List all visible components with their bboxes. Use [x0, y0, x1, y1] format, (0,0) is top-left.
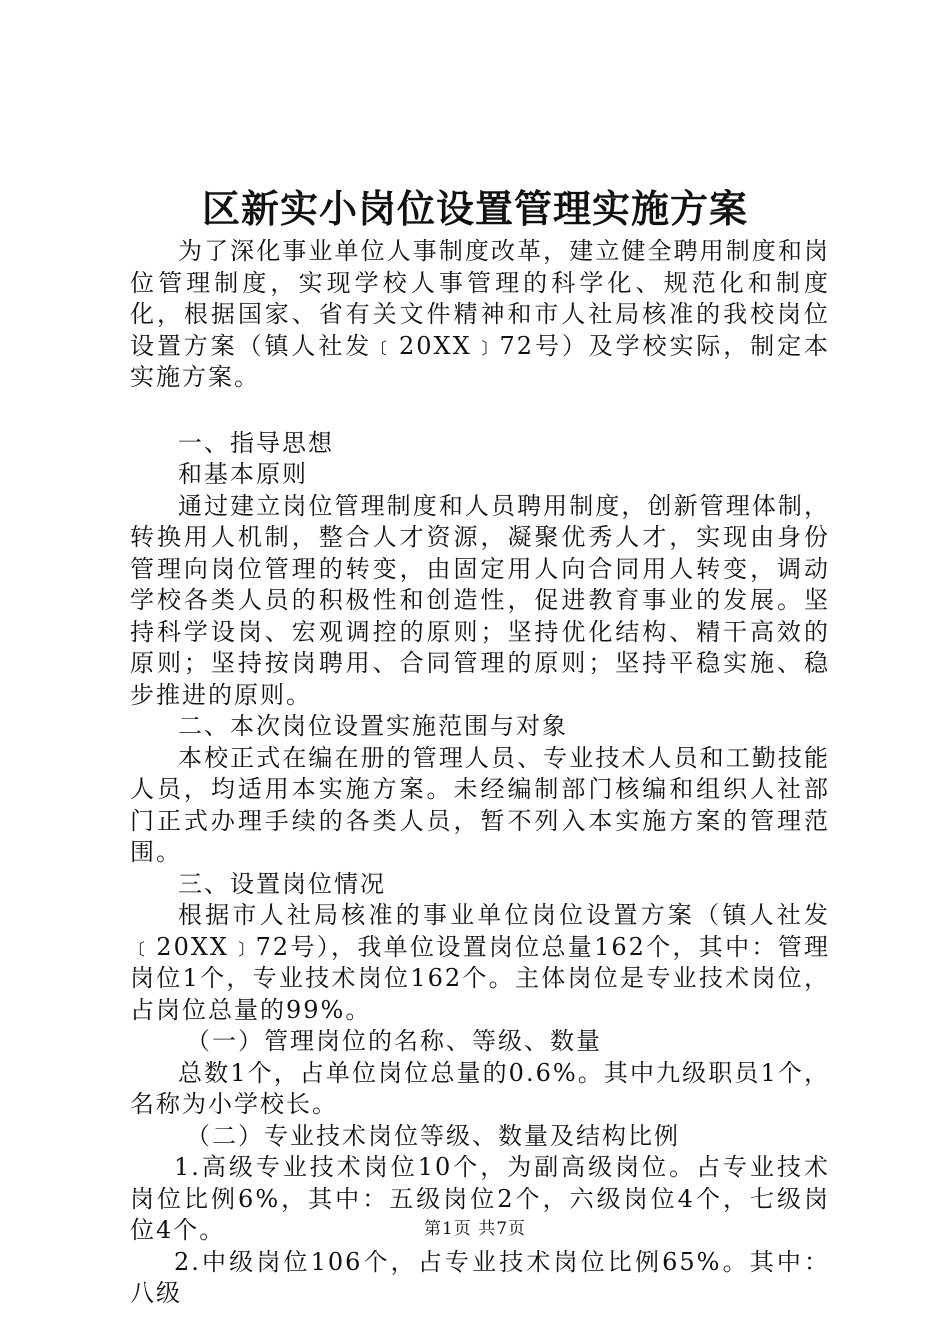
section-heading-2: 二、本次岗位设置实施范围与对象 [178, 712, 568, 740]
subsection-heading-1: （一）管理岗位的名称、等级、数量 [186, 1027, 602, 1055]
paragraph-gap [130, 394, 830, 428]
positions-paragraph: 根据市人社局核准的事业单位岗位设置方案（镇人社发﹝20XX﹞72号），我单位设置岗位总量162个，其中：管理岗位1个，专业技术岗位162个。主体岗位是专业技术岗位，占岗位总量的99%。 [130, 901, 830, 1024]
intro-paragraph: 为了深化事业单位人事制度改革，建立健全聘用制度和岗位管理制度，实现学校人事管理的科学化、规范化和制度化，根据国家、省有关文件精神和市人社局核准的我校岗位设置方案（镇人社发﹝20XX﹞72号）及学校实际，制定本实施方案。 [130, 237, 830, 391]
section-heading-1-continued: 和基本原则 [178, 460, 308, 488]
management-paragraph: 总数1个，占单位岗位总量的0.6%。其中九级职员1个，名称为小学校长。 [130, 1058, 830, 1118]
subsection-heading-2: （二）专业技术岗位等级、数量及结构比例 [186, 1121, 680, 1150]
section-heading-3: 三、设置岗位情况 [178, 869, 386, 898]
senior-positions-paragraph: 1.高级专业技术岗位10个，为副高级岗位。占专业技术岗位比例6%，其中：五级岗位2个，六级岗位4个，七级岗位4个。 [130, 1153, 830, 1244]
document-title: 区新实小岗位设置管理实施方案 [201, 186, 748, 231]
page-number-footer: 第1页 共7页 [423, 1219, 527, 1239]
document-body [130, 236, 830, 1310]
principles-paragraph: 通过建立岗位管理制度和人员聘用制度，创新管理体制，转换用人机制，整合人才资源，凝聚优秀人才，实现由身份管理向岗位管理的转变，由固定用人向合同用人转变，调动学校各类人员的积极性和创造性，促进教育事业的发展。坚持科学设岗、宏观调控的原则；坚持优化结构、精干高效的原则；坚持按岗聘用、合同管理的原则；坚持平稳实施、稳步推进的原则。 [130, 491, 830, 709]
section-heading-1: 一、指导思想 [178, 428, 334, 457]
scope-paragraph: 本校正式在编在册的管理人员、专业技术人员和工勤技能人员，均适用本实施方案。未经编制部门核编和组织人社部门正式办理手续的各类人员，暂不列入本实施方案的管理范围。 [130, 743, 830, 866]
intermediate-positions-paragraph: 2.中级岗位106个，占专业技术岗位比例65%。其中：八级 [130, 1247, 830, 1307]
